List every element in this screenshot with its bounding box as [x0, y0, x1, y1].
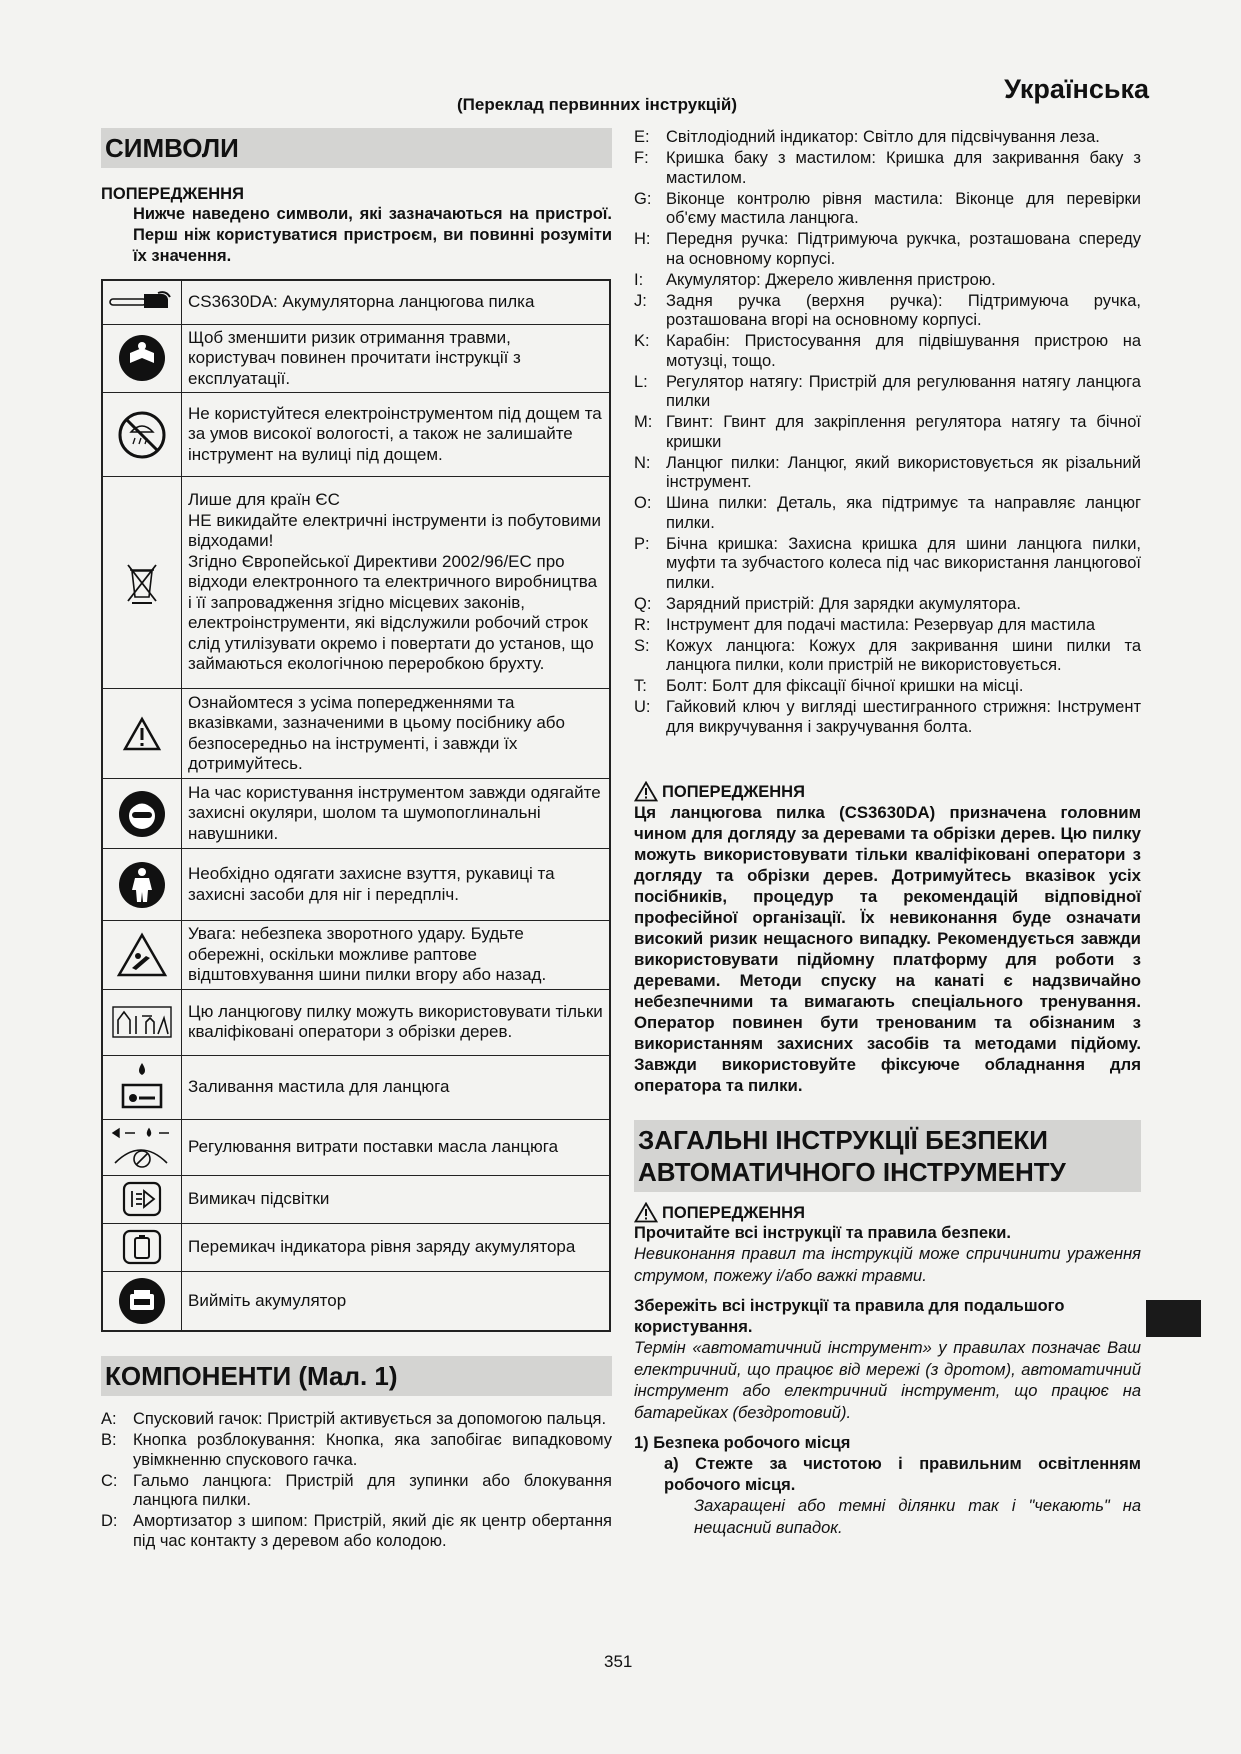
item-key: D:: [101, 1512, 118, 1530]
general-safety-section: [634, 1120, 1141, 1539]
weee-bin-icon: [102, 477, 182, 689]
item-text: Ланцюг пилки: Ланцюг, який використовується як різальний інструмент.: [666, 453, 1141, 491]
components-list-left: [101, 1410, 612, 1551]
translation-note: (Переклад первинних інструкцій): [457, 95, 738, 114]
heading-line-2: АВТОМАТИЧНОГО ІНСТРУМЕНТУ: [638, 1157, 1066, 1187]
item-key: J:: [634, 291, 647, 310]
language-side-tab: [1146, 1300, 1201, 1337]
helmet-goggles-earmuffs-icon: [102, 779, 182, 849]
read-all-note: Невиконання правил та інструкцій може спричинити ураження струмом, пожежу і/або важкі травми.: [634, 1245, 1141, 1285]
item-key: H:: [634, 230, 651, 248]
item-key: A:: [101, 1410, 117, 1428]
item-key: M:: [634, 413, 653, 431]
item-key: E:: [634, 128, 650, 146]
left-column: [101, 128, 612, 1553]
item-a-title: a) Стежте за чистотою і правильним освітленням робочого місця.: [664, 1455, 1141, 1494]
list-item: [634, 535, 1141, 594]
symbol-row: [102, 1175, 610, 1223]
protective-clothing-icon: [102, 849, 182, 921]
warning-text: Ця ланцюгова пилка (CS3630DA) призначена головним чином для догляду за деревами та обрізки дерев. Цю пилку можуть використовувати тільки кваліфіковані оператори з догляду та обрізки дерев. Дотримуйтесь вказівок усіх посібників, процедур та рекомендацій відповідної професійної організації. Їх невиконання буде означати високий ризик нещасного випадку. Рекомендується завжди використовувати підйомну платформу для роботи з деревами. Методи спуску на канаті є надзвичайно небезпечними та вимагають спеціального тренування. Оператор повинен бути тренованим та обізнаним з використанням захисних засобів та методами підйому. Завжди використовуйте фіксуюче обладнання для оператора та пилки.: [634, 803, 1141, 1095]
symbol-row: [102, 324, 610, 393]
item-key: I:: [634, 270, 644, 289]
symbol-text: Регулювання витрати поставки масла ланцюга: [182, 1119, 611, 1175]
components-list-right: [634, 128, 1141, 737]
warning-title: ПОПЕРЕДЖЕННЯ: [662, 782, 805, 801]
language-label: Українська: [1004, 74, 1149, 104]
item-text: Передня ручка: Підтримуюча рукчка, розташована спереду на основному корпусі.: [666, 230, 1141, 268]
symbol-text: Вимикач підсвітки: [182, 1175, 611, 1223]
general-safety-heading: [634, 1120, 1141, 1192]
symbol-row: [102, 849, 610, 921]
list-item: [634, 413, 1141, 452]
symbol-row: [102, 1223, 610, 1271]
symbol-row: [102, 1271, 610, 1331]
item-text: Інструмент для подачі мастила: Резервуар для мастила: [666, 615, 1096, 634]
symbol-text: На час користування інструментом завжди одягайте захисні окуляри, шолом та шумопоглинальні навушники.: [182, 779, 611, 849]
item-text: Амортизатор з шипом: Пристрій, який діє як центр обертання під час контакту з деревом або колодою.: [133, 1512, 612, 1550]
symbol-text: Лише для країн ЄС НЕ викидайте електричні інструменти із побутовими відходами! Згідно Європейської Директиви 2002/96/ЕС про відходи електронного та електричного виробництва і її запровадження згідно місцевих законів, електроінструменти, які відслужили робочий строк слід утилізувати окремо і повертати до установ, що займаються екологічною переробкою брухту.: [182, 477, 611, 689]
item-text: Бічна кришка: Захисна кришка для шини ланцюга пилки, муфти та зубчастого колеса під час використання ланцюгової пилки.: [666, 534, 1141, 592]
chainsaw-icon: [102, 280, 182, 324]
list-item: [634, 149, 1141, 188]
item-text: Спусковий гачок: Пристрій активується за допомогою пальця.: [133, 1410, 607, 1428]
list-item: [634, 332, 1141, 371]
item-text: Задня ручка (верхня ручка): Підтримуюча ручка, розташована вгорі на основному корпусі.: [666, 291, 1141, 329]
symbol-text: Увага: небезпека зворотного удару. Будьте обережні, оскільки можливе раптове відштовхування шини пилки вгору або назад.: [182, 921, 611, 990]
symbols-warning-text: Нижче наведено символи, які зазначаються на пристрої. Перш ніж користуватися пристроєм, ви повинні розуміти їх значення.: [133, 205, 612, 265]
item-key: K:: [634, 332, 650, 350]
item-key: N:: [634, 453, 651, 472]
safety-warning-title: ПОПЕРЕДЖЕННЯ: [662, 1203, 805, 1222]
oil-flow-adjust-icon: [102, 1119, 182, 1175]
item-a-note: Захаращені або темні ділянки так і "чекають" на нещасний випадок.: [694, 1497, 1141, 1537]
term-note: Термін «автоматичний інструмент» у правилах позначає Ваш електричний, що працює від мережі (з дротом), автоматичний інструмент або електричний інструмент, що працює на батарейках (бездротовий).: [634, 1339, 1141, 1422]
right-column: [634, 128, 1141, 1539]
list-item: [634, 271, 1141, 291]
symbols-heading: СИМВОЛИ: [101, 128, 612, 168]
battery-indicator-icon: [102, 1223, 182, 1271]
symbol-row: [102, 1119, 610, 1175]
item-key: G:: [634, 189, 652, 208]
item-key: C:: [101, 1471, 118, 1490]
item-key: P:: [634, 534, 650, 553]
symbol-row: [102, 779, 610, 849]
chainsaw-warning: [634, 781, 1141, 1096]
list-item: [634, 637, 1141, 676]
list-item: [634, 494, 1141, 533]
item-text: Акумулятор: Джерело живлення пристрою.: [666, 270, 996, 289]
item-text: Регулятор натягу: Пристрій для регулювання натягу ланцюга пилки: [666, 372, 1141, 410]
item-key: Q:: [634, 594, 652, 613]
list-item: [634, 677, 1141, 697]
symbol-text: Вийміть акумулятор: [182, 1271, 611, 1331]
list-item: [101, 1410, 612, 1430]
item-text: Кожух ланцюга: Кожух для закривання шини пилки та ланцюга пилки, коли пристрій не використовується.: [666, 636, 1141, 674]
light-switch-icon: [102, 1175, 182, 1223]
symbol-text: Ознайомтеся з усіма попередженнями та вказівками, зазначеними в цьому посібнику або безпосередньо на інструменті, і завжди їх дотримуйтесь.: [182, 689, 611, 779]
item-text: Гайковий ключ у вигляді шестигранного стрижня: Інструмент для викручування і закручування болта.: [666, 698, 1141, 736]
list-item: [634, 128, 1141, 148]
section-1-title: 1) Безпека робочого місця: [634, 1434, 851, 1452]
item-text: Світлодіодний індикатор: Світло для підсвічування леза.: [666, 128, 1100, 146]
symbols-warning-title: ПОПЕРЕДЖЕННЯ: [101, 185, 244, 203]
list-item: [634, 292, 1141, 331]
symbol-row: [102, 989, 610, 1055]
keep-all-instructions: Збережіть всі інструкції та правила для подальшого користування.: [634, 1297, 1065, 1336]
item-text: Болт: Болт для фіксації бічної кришки на місці.: [666, 677, 1024, 695]
qualified-operator-icon: [102, 989, 182, 1055]
symbol-row: [102, 689, 610, 779]
warning-triangle-icon: [102, 689, 182, 779]
item-key: R:: [634, 615, 651, 634]
symbol-row: [102, 280, 610, 324]
symbol-text: Щоб зменшити ризик отримання травми, користувач повинен прочитати інструкції з експлуатації.: [182, 324, 611, 393]
item-key: T:: [634, 677, 647, 695]
item-text: Кнопка розблокування: Кнопка, яка запобігає випадковому увімкненню спускового гачка.: [133, 1431, 612, 1469]
item-text: Гвинт: Гвинт для закріплення регулятора натягу та бічної кришки: [666, 413, 1141, 451]
item-key: L:: [634, 372, 648, 391]
item-text: Карабін: Пристосування для підвішування пристрою на мотузці, тощо.: [666, 332, 1141, 370]
list-item: [634, 230, 1141, 269]
heading-line-1: ЗАГАЛЬНІ ІНСТРУКЦІЇ БЕЗПЕКИ: [638, 1125, 1048, 1155]
symbol-text: Перемикач індикатора рівня заряду акумулятора: [182, 1223, 611, 1271]
chain-oil-fill-icon: [102, 1055, 182, 1119]
symbols-table: [101, 279, 611, 1332]
kickback-warning-icon: [102, 921, 182, 990]
item-text: Кришка баку з мастилом: Кришка для закривання баку з мастилом.: [666, 149, 1141, 187]
warning-triangle-icon: [634, 781, 658, 802]
read-all-instructions: Прочитайте всі інструкції та правила безпеки.: [634, 1224, 1011, 1242]
list-item: [634, 595, 1141, 615]
symbol-row: [102, 477, 610, 689]
item-key: O:: [634, 494, 652, 512]
item-text: Гальмо ланцюга: Пристрій для зупинки або блокування ланцюга пилки.: [133, 1471, 612, 1509]
item-key: B:: [101, 1431, 117, 1449]
symbol-row: [102, 393, 610, 477]
no-rain-icon: [102, 393, 182, 477]
read-manual-icon: [102, 324, 182, 393]
item-text: Шина пилки: Деталь, яка підтримує та направляє ланцюг пилки.: [666, 494, 1141, 532]
item-text: Віконце контролю рівня мастила: Віконце для перевірки об'єму мастила ланцюга.: [666, 189, 1141, 227]
item-text: Зарядний пристрій: Для зарядки акумулятора.: [666, 594, 1021, 613]
list-item: [634, 698, 1141, 737]
remove-battery-icon: [102, 1271, 182, 1331]
symbol-row: [102, 921, 610, 990]
list-item: [101, 1512, 612, 1551]
page-number: 351: [604, 1652, 633, 1671]
symbol-text: CS3630DA: Акумуляторна ланцюгова пилка: [182, 280, 611, 324]
item-key: S:: [634, 636, 650, 655]
symbol-text: Не користуйтеся електроінструментом під дощем та за умов високої вологості, а також не залишайте інструмент на вулиці під дощем.: [182, 393, 611, 477]
list-item: [634, 373, 1141, 412]
list-item: [101, 1472, 612, 1511]
list-item: [101, 1431, 612, 1470]
symbol-text: Цю ланцюгову пилку можуть використовувати тільки кваліфіковані оператори з обрізки дерев.: [182, 989, 611, 1055]
item-key: U:: [634, 698, 651, 716]
symbol-text: Заливання мастила для ланцюга: [182, 1055, 611, 1119]
symbol-text: Необхідно одягати захисне взуття, рукавиці та захисні засоби для ніг і передпліч.: [182, 849, 611, 921]
item-key: F:: [634, 149, 649, 167]
list-item: [634, 454, 1141, 493]
symbol-row: [102, 1055, 610, 1119]
components-heading: КОМПОНЕНТИ (Мал. 1): [101, 1356, 612, 1396]
list-item: [634, 616, 1141, 636]
warning-triangle-icon: [634, 1202, 658, 1223]
list-item: [634, 190, 1141, 229]
